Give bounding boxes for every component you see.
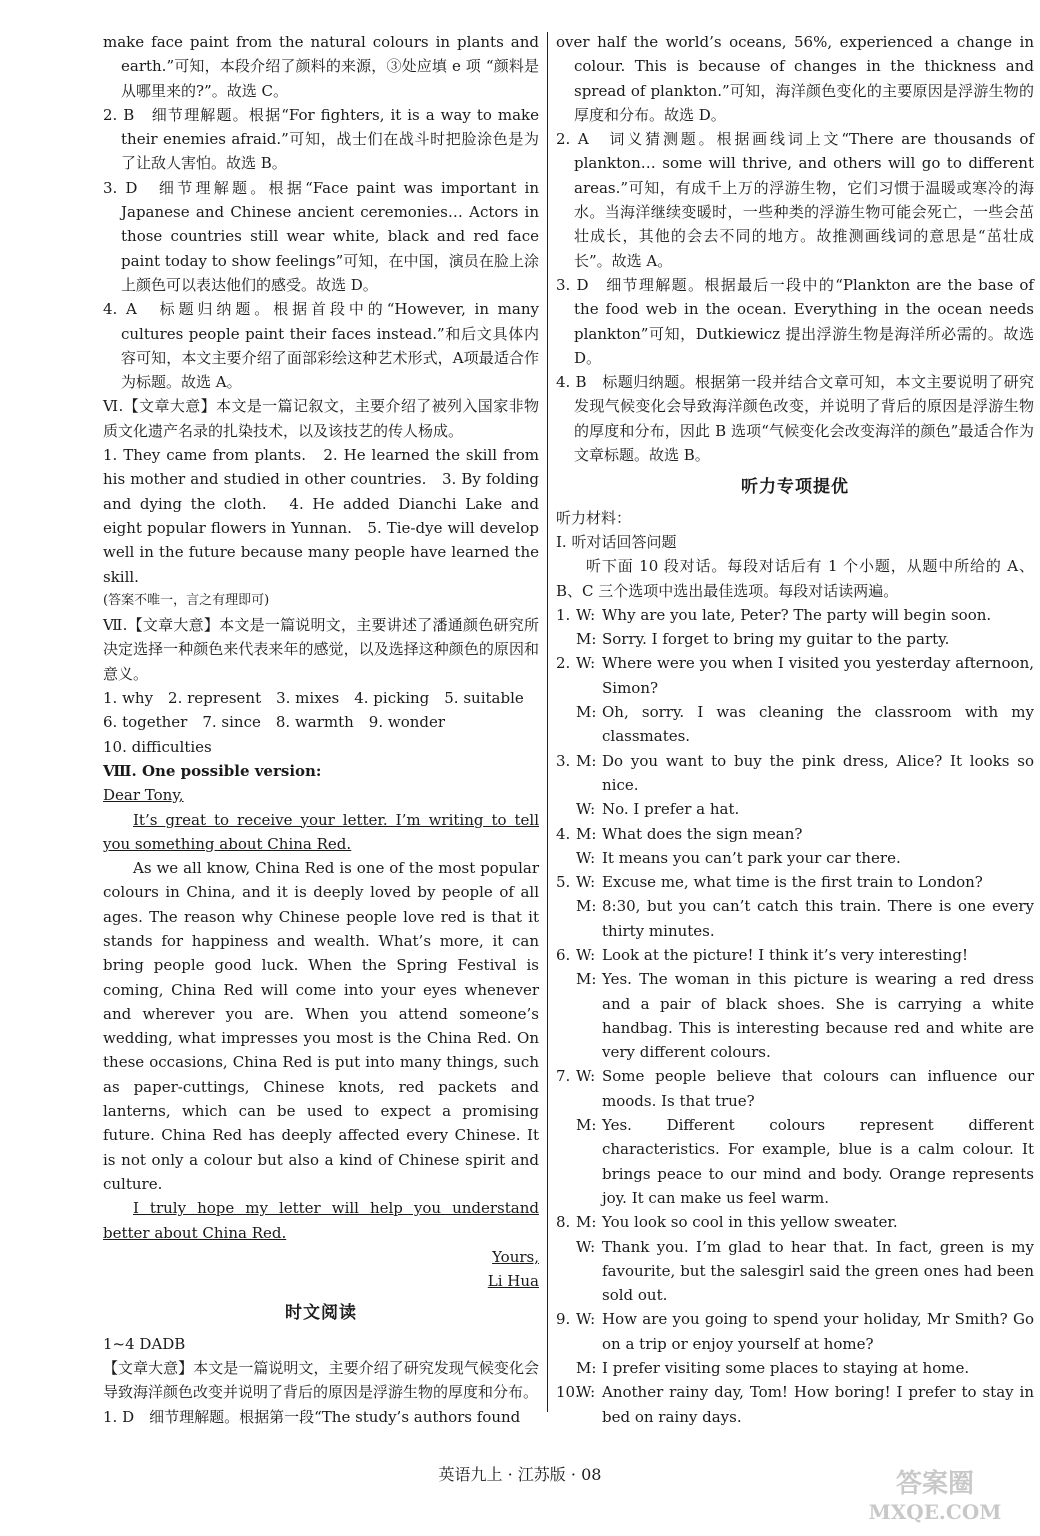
dialogue-number: 3.: [556, 751, 571, 770]
paragraph: make face paint from the natural colours in plants and earth.”可知，本段介绍了颜料的来源，③处应填 e 项 “颜料是从哪里来的?”。故选 C。: [103, 33, 539, 100]
dialogue-line: [556, 700, 1034, 749]
paragraph: Dear Tony,: [103, 786, 184, 805]
paragraph: 2. A 词义猜测题。根据画线词上文“There are thousands of plankton… some will thrive, and others will go to different areas.”可知，有成千上万的浮游生物，它们习惯于温暖或寒冷的海水。当海洋继续变暖时，一些种类的浮游生物可能会死亡，一些会茁壮成长，其他的会去不同的地方。故推测画线词的意思是“茁壮成长”。故选 A。: [556, 130, 1034, 270]
dialogue-number: 4.: [556, 824, 571, 843]
watermark-line-1: 答案圈: [895, 1469, 974, 1499]
paragraph: Ⅷ. One possible version:: [103, 761, 322, 780]
dialogue-number: [556, 700, 576, 749]
dialogue-line: [556, 846, 1034, 870]
dialogue-text: Where were you when I visited you yesterday afternoon, Simon?: [602, 654, 1034, 697]
paragraph: 4. A 标题归纳题。根据首段中的“However, in many cultures people paint their faces instead.”和后文具体内容可知，本文主要介绍了面部彩绘这种艺术形式，A项最适合作为标题。故选 A。: [103, 300, 539, 392]
dialogue-number: [556, 846, 576, 870]
speaker-label: W:: [576, 873, 596, 892]
dialogue-text: You look so cool in this yellow sweater.: [602, 1213, 898, 1232]
dialogue-number: 9.: [556, 1310, 571, 1329]
dialogue-number: [556, 797, 576, 821]
speaker-label: W:: [576, 654, 596, 673]
dialogue-text: Do you want to buy the pink dress, Alice? It looks so nice.: [602, 751, 1034, 794]
page-footer: 英语九上 · 江苏版 · 08: [438, 1465, 602, 1484]
paragraph: 听下面 10 段对话。每段对话后有 1 个小题，从题中所给的 A、B、C 三个选项中选出最佳选项。每段对话读两遍。: [556, 557, 1034, 600]
speaker-label: M:: [576, 1116, 597, 1135]
dialogue-line: [556, 967, 1034, 1064]
speaker-label: M:: [576, 824, 597, 843]
dialogue-text: How are you going to spend your holiday, Mr Smith? Go on a trip or enjoy yourself at home?: [602, 1310, 1034, 1353]
speaker-label: M:: [576, 970, 597, 989]
dialogue-number: 10.: [556, 1383, 580, 1402]
paragraph: 10. difficulties: [103, 737, 212, 756]
dialogue-text: Yes. Different colours represent different characteristics. For example, blue is a calm colour. It brings peace to our mind and body. Orange represents joy. It can make us feel warm.: [602, 1116, 1034, 1207]
speaker-label: M:: [576, 1213, 597, 1232]
dialogue-text: I prefer visiting some places to staying at home.: [602, 1359, 970, 1378]
speaker-label: W:: [576, 1383, 596, 1402]
speaker-label: M:: [576, 630, 597, 649]
dialogue-text: Oh, sorry. I was cleaning the classroom with my classmates.: [602, 703, 1034, 746]
dialogue-line: [556, 894, 1034, 943]
dialogue-number: 8.: [556, 1213, 571, 1232]
dialogue-text: 8:30, but you can’t catch this train. There is one every thirty minutes.: [602, 897, 1034, 940]
paragraph: over half the world’s oceans, 56%, experienced a change in colour. This is because of changes in the thickness and spread of plankton.”可知，海洋颜色变化的主要原因是浮游生物的厚度和分布。故选 D。: [556, 33, 1034, 124]
dialogue-text: Look at the picture! I think it’s very interesting!: [602, 945, 969, 964]
dialogue-text: Yes. The woman in this picture is wearing a red dress and a pair of black shoes. She is carrying a white handbag. This is interesting because red and white are very different colours.: [602, 970, 1034, 1062]
dialogue-line: [556, 1307, 1034, 1356]
dialogue-line: [556, 651, 1034, 700]
speaker-label: M:: [576, 897, 597, 916]
dialogue-number: [556, 967, 576, 1064]
paragraph: (答案不唯一，言之有理即可): [103, 592, 270, 608]
dialogue-line: [556, 603, 1034, 627]
speaker-label: M:: [576, 703, 597, 722]
dialogue-number: 1.: [556, 605, 571, 624]
paragraph: Ⅶ.【文章大意】本文是一篇说明文，主要讲述了潘通颜色研究所决定选择一种颜色来代表来年的感觉，以及选择这种颜色的原因和意义。: [103, 616, 539, 683]
dialogue-line: [556, 627, 1034, 651]
paragraph: 1. D 细节理解题。根据第一段“The study’s authors found: [103, 1407, 521, 1426]
paragraph: 1~4 DADB: [103, 1334, 186, 1353]
left-column: [103, 30, 539, 1429]
speaker-label: W:: [576, 605, 596, 624]
speaker-label: W:: [576, 945, 596, 964]
dialogue-text: Sorry. I forget to bring my guitar to the party.: [602, 630, 950, 649]
dialogue-line: [556, 1210, 1034, 1234]
paragraph: 3. D 细节理解题。根据“Face paint was important in Japanese and Chinese ancient ceremonies… Actors in those countries still wear white, black and red face paint today to show feelings”可知，在中国，演员在脸上涂上颜色可以表达他们的感受。故选 D。: [103, 178, 539, 294]
watermark-logo: [840, 1470, 1030, 1530]
dialogue-text: Another rainy day, Tom! How boring! I prefer to stay in bed on rainy days.: [602, 1383, 1034, 1426]
dialogue-number: [556, 1356, 576, 1380]
paragraph: 4. B 标题归纳题。根据第一段并结合文章可知，本文主要说明了研究发现气候变化会导致海洋颜色改变，并说明了背后的原因是浮游生物的厚度和分布，因此 B 选项“气候变化会改变海洋的颜色”最适合作为文章标题。故选 B。: [556, 373, 1034, 465]
dialogue-number: 5.: [556, 873, 571, 892]
dialogue-number: [556, 1113, 576, 1210]
dialogue-line: [556, 797, 1034, 821]
speaker-label: M:: [576, 1359, 597, 1378]
dialogue-number: [556, 1235, 576, 1308]
dialogue-line: [556, 822, 1034, 846]
dialogue-line: [556, 749, 1034, 798]
dialogue-line: [556, 1064, 1034, 1113]
dialogue-line: [556, 870, 1034, 894]
dialogue-text: Thank you. I’m glad to hear that. In fact, green is my favourite, but the salesgirl said the green ones had been sold out.: [602, 1237, 1034, 1305]
speaker-label: W:: [576, 848, 596, 867]
right-column: [556, 30, 1034, 1429]
dialogue-line: [556, 943, 1034, 967]
dialogue-number: 2.: [556, 654, 571, 673]
dialogue-number: 6.: [556, 945, 571, 964]
paragraph: Li Hua: [487, 1272, 539, 1291]
paragraph: 2. B 细节理解题。根据“For fighters, it is a way to make their enemies afraid.”可知，战士们在战斗时把脸涂色是为了让敌人害怕。故选 B。: [103, 105, 539, 173]
right-text-block: [556, 30, 1034, 603]
dialogue-text: Some people believe that colours can influence our moods. Is that true?: [602, 1067, 1034, 1110]
section-heading: 听力专项提优: [741, 477, 849, 498]
paragraph: 3. D 细节理解题。根据最后一段中的“Plankton are the base of the food web in the ocean. Everything in the ocean needs plankton”可知，Dutkiewicz 提出浮游生物是海洋所必需的。故选 D。: [556, 275, 1034, 367]
paragraph: As we all know, China Red is one of the most popular colours in China, and it is deeply loved by people of all ages. The reason why Chinese people love red is that it stands for happiness and wealth. What’s more, it can bring people good luck. When the Spring Festival is coming, China Red will come into your eyes whenever and wherever you are. When you attend someone’s wedding, what impresses you most is the China Red. On these occasions, China Red is put into many things, such as paper-cuttings, Chinese knots, red packets and lanterns, which can be used to expect a promising future. China Red has deeply affected every Chinese. It is not only a colour but also a kind of Chinese spirit and culture.: [103, 859, 539, 1193]
section-heading: 时文阅读: [285, 1303, 357, 1324]
dialogue-number: [556, 894, 576, 943]
paragraph: 1. why 2. represent 3. mixes 4. picking 5. suitable: [103, 689, 524, 708]
dialogue-text: Excuse me, what time is the first train to London?: [602, 873, 983, 892]
dialogue-line: [556, 1235, 1034, 1308]
paragraph: Ⅵ.【文章大意】本文是一篇记叙文，主要介绍了被列入国家非物质文化遗产名录的扎染技术，以及该技艺的传人杨成。: [103, 397, 539, 440]
paragraph: Ⅰ. 听对话回答问题: [556, 532, 677, 551]
paragraph: Yours,: [492, 1247, 539, 1266]
dialogue-text: What does the sign mean?: [602, 824, 803, 843]
dialogue-line: [556, 1356, 1034, 1380]
paragraph: It’s great to receive your letter. I’m writing to tell you something about China Red.: [103, 810, 539, 853]
speaker-label: W:: [576, 1310, 596, 1329]
column-divider: [547, 32, 548, 1412]
dialogue-text: It means you can’t park your car there.: [602, 848, 901, 867]
speaker-label: W:: [576, 1237, 596, 1256]
speaker-label: W:: [576, 1067, 596, 1086]
paragraph: 6. together 7. since 8. warmth 9. wonder: [103, 713, 446, 732]
listening-dialogues: [556, 603, 1034, 1429]
speaker-label: W:: [576, 800, 596, 819]
dialogue-text: Why are you late, Peter? The party will begin soon.: [602, 605, 992, 624]
dialogue-number: 7.: [556, 1067, 571, 1086]
paragraph: I truly hope my letter will help you understand better about China Red.: [103, 1199, 539, 1242]
dialogue-line: [556, 1380, 1034, 1429]
dialogue-line: [556, 1113, 1034, 1210]
paragraph: 1. They came from plants. 2. He learned the skill from his mother and studied in other countries. 3. By folding and dying the cloth. 4. He added Dianchi Lake and eight popular flowers in Yunnan. 5. Tie-dye will develop well in the future because many people have learned the skill.: [103, 446, 539, 586]
paragraph: 听力材料：: [556, 508, 632, 527]
watermark-line-2: MXQE.COM: [868, 1500, 1002, 1524]
paragraph: 【文章大意】本文是一篇说明文，主要介绍了研究发现气候变化会导致海洋颜色改变并说明了背后的原因是浮游生物的厚度和分布。: [103, 1359, 539, 1402]
dialogue-number: [556, 627, 576, 651]
speaker-label: M:: [576, 751, 597, 770]
dialogue-text: No. I prefer a hat.: [602, 800, 740, 819]
